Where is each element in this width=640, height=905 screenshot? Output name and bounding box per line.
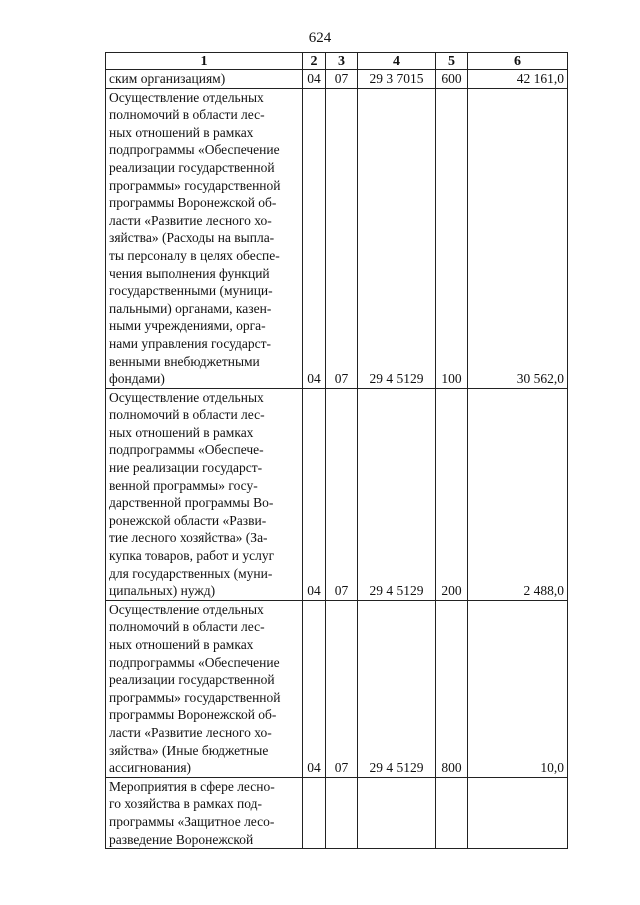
description-line: Осуществление отдельных [109, 389, 264, 405]
target-article-code: 29 4 5129 [358, 88, 436, 388]
description-line: зяйства» (Иные бюджетные [109, 742, 269, 758]
description-line: ципальных) нужд) [109, 583, 216, 599]
description-line: ронежской области «Разви- [109, 512, 267, 528]
column-header: 4 [358, 53, 436, 70]
description-line: Мероприятия в сфере лесно- [109, 778, 275, 794]
target-article-code [358, 777, 436, 848]
description-line: ных отношений в рамках [109, 124, 254, 140]
expense-type-code: 100 [436, 88, 468, 388]
description-line: дарственной программы Во- [109, 495, 274, 511]
description-line: ским организациям) [109, 71, 226, 86]
description-line: Осуществление отдельных [109, 89, 264, 105]
column-header: 3 [326, 53, 358, 70]
amount-value: 42 161,0 [468, 70, 568, 89]
table-row [106, 777, 568, 848]
amount-value: 2 488,0 [468, 388, 568, 600]
description-line: ласти «Развитие лесного хо- [109, 724, 272, 740]
column-header: 5 [436, 53, 468, 70]
subsection-code: 07 [326, 388, 358, 600]
description-line: нами управления государст- [109, 335, 272, 351]
description-line: ных отношений в рамках [109, 637, 254, 652]
expense-type-code: 600 [436, 70, 468, 89]
table-row [106, 600, 568, 777]
description-line: полномочий в области лес- [109, 407, 265, 423]
description-line: Осуществление отдельных [109, 601, 264, 617]
description-line: купка товаров, работ и услуг [109, 548, 275, 564]
description-line: подпрограммы «Обеспече- [109, 442, 264, 458]
section-code: 04 [303, 70, 326, 89]
description-line: разведение Воронежской [109, 831, 254, 847]
section-code: 04 [303, 600, 326, 777]
description-line: для государственных (муни- [109, 565, 273, 581]
description-line: программы» государственной [109, 177, 281, 193]
description-line: зяйства» (Расходы на выпла- [109, 230, 275, 246]
subsection-code: 07 [326, 88, 358, 388]
amount-value: 30 562,0 [468, 88, 568, 388]
amount-value [468, 777, 568, 848]
target-article-code: 29 3 7015 [358, 70, 436, 89]
row-description [106, 600, 303, 777]
target-article-code: 29 4 5129 [358, 388, 436, 600]
column-header: 2 [303, 53, 326, 70]
row-description [106, 70, 303, 89]
description-line: реализации государственной [109, 159, 275, 175]
description-line: чения выполнения функций [109, 265, 270, 281]
description-line: государственными (муници- [109, 283, 273, 299]
description-line: полномочий в области лес- [109, 619, 265, 635]
description-line: го хозяйства в рамках под- [109, 796, 262, 812]
expense-type-code: 200 [436, 388, 468, 600]
section-code [303, 777, 326, 848]
subsection-code: 07 [326, 70, 358, 89]
column-header: 6 [468, 53, 568, 70]
description-line: ние реализации государст- [109, 460, 263, 476]
description-line: программы «Защитное лесо- [109, 813, 275, 829]
row-description [106, 777, 303, 848]
table-row [106, 70, 568, 89]
subsection-code [326, 777, 358, 848]
table-row [106, 388, 568, 600]
subsection-code: 07 [326, 600, 358, 777]
description-line: пальными) органами, казен- [109, 300, 272, 316]
expense-type-code [436, 777, 468, 848]
amount-value: 10,0 [468, 600, 568, 777]
description-line: ассигнования) [109, 760, 192, 776]
description-line: венными внебюджетными [109, 353, 260, 369]
description-line: программы Воронежской об- [109, 707, 277, 723]
row-description [106, 388, 303, 600]
page-number: 624 [308, 30, 332, 46]
row-description [106, 88, 303, 388]
description-line: ных отношений в рамках [109, 424, 254, 440]
description-line: подпрограммы «Обеспечение [109, 142, 280, 158]
description-line: ными учреждениями, орга- [109, 318, 266, 334]
description-line: ласти «Развитие лесного хо- [109, 212, 272, 228]
description-line: программы» государственной [109, 689, 281, 705]
table-row [106, 88, 568, 388]
description-line: ты персоналу в целях обеспе- [109, 247, 280, 263]
expense-type-code: 800 [436, 600, 468, 777]
section-code: 04 [303, 388, 326, 600]
table-header-row [106, 53, 568, 70]
description-line: фондами) [109, 371, 165, 387]
budget-table [105, 52, 568, 849]
section-code: 04 [303, 88, 326, 388]
target-article-code: 29 4 5129 [358, 600, 436, 777]
description-line: полномочий в области лес- [109, 107, 265, 123]
description-line: тие лесного хозяйства» (За- [109, 530, 268, 546]
description-line: реализации государственной [109, 672, 275, 688]
column-header: 1 [106, 53, 303, 70]
description-line: подпрограммы «Обеспечение [109, 654, 280, 670]
description-line: венной программы» госу- [109, 477, 258, 493]
description-line: программы Воронежской об- [109, 195, 277, 211]
